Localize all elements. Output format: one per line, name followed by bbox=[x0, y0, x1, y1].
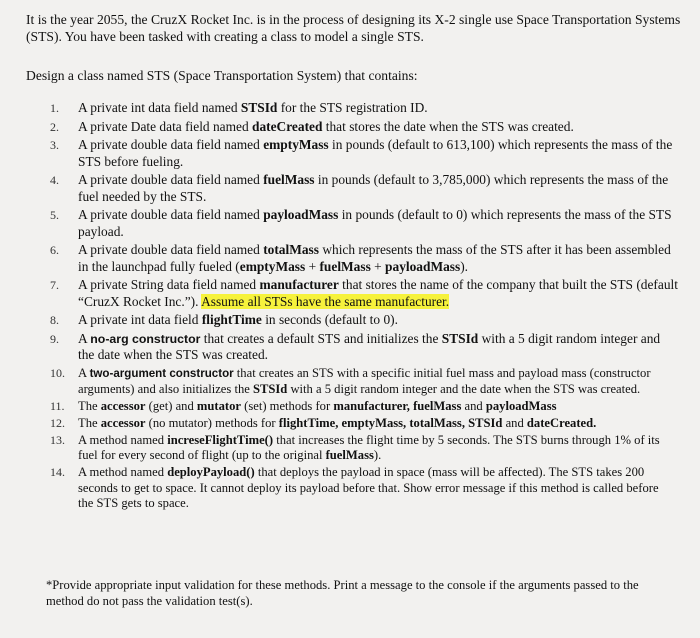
requirement-item bbox=[0, 277, 678, 310]
requirement-text: A bbox=[78, 330, 91, 346]
bold-term: totalMass bbox=[263, 242, 319, 258]
requirement-text: in pounds (default to 0) which represents the mass of the STS payload. bbox=[78, 207, 672, 239]
requirement-text: that stores the name of the company that built the STS (default “CruzX Rocket Inc.”). bbox=[78, 277, 678, 309]
bold-term: manufacturer, fuelMass bbox=[333, 399, 462, 414]
requirement-item bbox=[0, 416, 668, 431]
requirement-item bbox=[0, 242, 678, 275]
bold-term: accessor bbox=[100, 399, 146, 414]
requirement-text: (get) and bbox=[145, 399, 197, 414]
requirement-text: A private double data field named bbox=[78, 137, 264, 153]
requirement-number: 9. bbox=[50, 331, 59, 346]
requirement-text: + bbox=[305, 258, 320, 274]
design-heading: Design a class named STS (Space Transportation System) that contains: bbox=[26, 68, 418, 83]
constructor-term: two-argument constructor bbox=[89, 367, 234, 380]
requirement-number: 8. bbox=[50, 313, 59, 328]
requirement-number: 3. bbox=[50, 138, 59, 153]
requirement-item bbox=[0, 312, 678, 328]
requirement-item bbox=[0, 207, 678, 240]
requirement-number: 4. bbox=[50, 173, 59, 188]
requirement-item bbox=[0, 433, 668, 463]
requirement-text: The bbox=[78, 399, 101, 414]
requirement-item bbox=[0, 366, 668, 397]
bold-term: increseFlightTime() bbox=[167, 433, 274, 448]
requirement-number: 2. bbox=[50, 119, 59, 134]
bold-term: accessor bbox=[100, 416, 146, 431]
requirement-number: 12. bbox=[50, 416, 65, 431]
requirement-number: 7. bbox=[50, 278, 59, 293]
requirement-number: 11. bbox=[50, 399, 65, 414]
requirement-item bbox=[0, 137, 678, 170]
requirement-text: that creates a default STS and initializes the bbox=[200, 330, 442, 346]
requirement-item bbox=[0, 119, 678, 135]
bold-term: mutator bbox=[196, 399, 241, 414]
constructor-term: no-arg constructor bbox=[90, 331, 201, 346]
requirement-text: A private int data field named bbox=[78, 100, 241, 115]
bold-term: fuelMass bbox=[263, 172, 315, 188]
bold-term: fuelMass bbox=[319, 258, 371, 274]
requirement-number: 1. bbox=[50, 101, 59, 115]
bold-term: flightTime, emptyMass, totalMass, STSId bbox=[278, 416, 503, 431]
requirement-text: + bbox=[370, 258, 386, 274]
requirement-text: ). bbox=[373, 448, 382, 463]
requirement-text: (set) methods for bbox=[240, 399, 334, 414]
requirement-text: which represents the mass of the STS after it has been assembled in the launchpad fully fueled ( bbox=[78, 242, 671, 274]
requirement-text: A private int data field bbox=[78, 312, 202, 328]
requirement-text: that stores the date when the STS was created. bbox=[322, 118, 574, 134]
validation-note: *Provide appropriate input validation for these methods. Print a message to the console if the arguments passed to the method do not pass the validation test(s). bbox=[46, 578, 639, 608]
requirement-text: with a 5 digit random integer and the date when the STS was created. bbox=[287, 382, 641, 397]
requirement-text: ). bbox=[460, 258, 469, 274]
requirement-item bbox=[0, 172, 678, 205]
bold-term: STSId bbox=[441, 330, 479, 346]
bold-term: STSId bbox=[240, 100, 278, 115]
requirement-text: A bbox=[78, 365, 90, 380]
requirement-number: 14. bbox=[50, 465, 65, 480]
requirement-number: 6. bbox=[50, 243, 59, 258]
bold-term: fuelMass bbox=[325, 448, 374, 463]
requirement-text: A private double data field named bbox=[78, 242, 264, 258]
requirement-number: 10. bbox=[50, 365, 65, 380]
requirement-text: A private double data field named bbox=[78, 207, 264, 223]
requirement-text: in seconds (default to 0). bbox=[261, 312, 398, 328]
requirement-text: A private double data field named bbox=[78, 172, 264, 188]
bold-term: payloadMass bbox=[263, 207, 339, 223]
requirement-text: for the STS registration ID. bbox=[277, 100, 428, 115]
requirement-text: The bbox=[78, 416, 101, 431]
bold-term: manufacturer bbox=[259, 277, 339, 293]
requirement-item bbox=[0, 100, 678, 116]
requirement-item bbox=[0, 465, 668, 511]
bold-term: dateCreated. bbox=[526, 416, 597, 431]
requirement-text: in pounds (default to 3,785,000) which represents the mass of the fuel needed by the STS. bbox=[78, 172, 669, 204]
requirement-text: that deploys the payload in space (mass will be affected). The STS takes 200 seconds to get to space. It cannot deploy its payload before that. Show error message if this method is called before the STS gets to space. bbox=[78, 465, 659, 510]
requirement-text: A method named bbox=[78, 465, 168, 480]
requirement-item bbox=[0, 399, 668, 414]
requirement-text: (no mutator) methods for bbox=[145, 416, 279, 431]
bold-term: flightTime bbox=[201, 312, 262, 328]
requirement-text: A private Date data field named bbox=[78, 118, 253, 134]
bold-term: payloadMass bbox=[485, 399, 557, 414]
requirement-text: A private String data field named bbox=[78, 277, 260, 293]
bold-term: emptyMass bbox=[239, 258, 306, 274]
requirement-text: with a 5 digit random integer and the date when the STS was created. bbox=[78, 330, 661, 363]
requirement-number: 5. bbox=[50, 208, 59, 223]
bold-term: deployPayload() bbox=[167, 465, 255, 480]
bold-term: payloadMass bbox=[385, 258, 461, 274]
requirement-item bbox=[0, 331, 678, 364]
requirement-number: 13. bbox=[50, 433, 65, 448]
intro-paragraph: It is the year 2055, the CruzX Rocket Inc. is in the process of designing its X-2 single use Space Transportation Systems (STS). You have been tasked with creating a class to model a single STS. bbox=[26, 12, 681, 44]
requirement-text: and bbox=[502, 416, 527, 431]
requirement-text: in pounds (default to 613,100) which represents the mass of the STS before fueling. bbox=[78, 137, 673, 169]
bold-term: emptyMass bbox=[263, 137, 329, 153]
highlighted-text: Assume all STSs have the same manufacturer. bbox=[201, 293, 450, 309]
bold-term: dateCreated bbox=[252, 118, 323, 134]
bold-term: STSId bbox=[252, 382, 288, 397]
requirement-text: that creates an STS with a specific initial fuel mass and payload mass (constructor arguments) and also initializes the bbox=[78, 365, 651, 397]
requirement-text: and bbox=[461, 399, 486, 414]
requirement-text: A method named bbox=[78, 433, 168, 448]
requirements-list bbox=[0, 100, 700, 513]
requirement-text: that increases the flight time by 5 seconds. The STS burns through 1% of its fuel for every second of flight (up to the original bbox=[78, 433, 660, 463]
